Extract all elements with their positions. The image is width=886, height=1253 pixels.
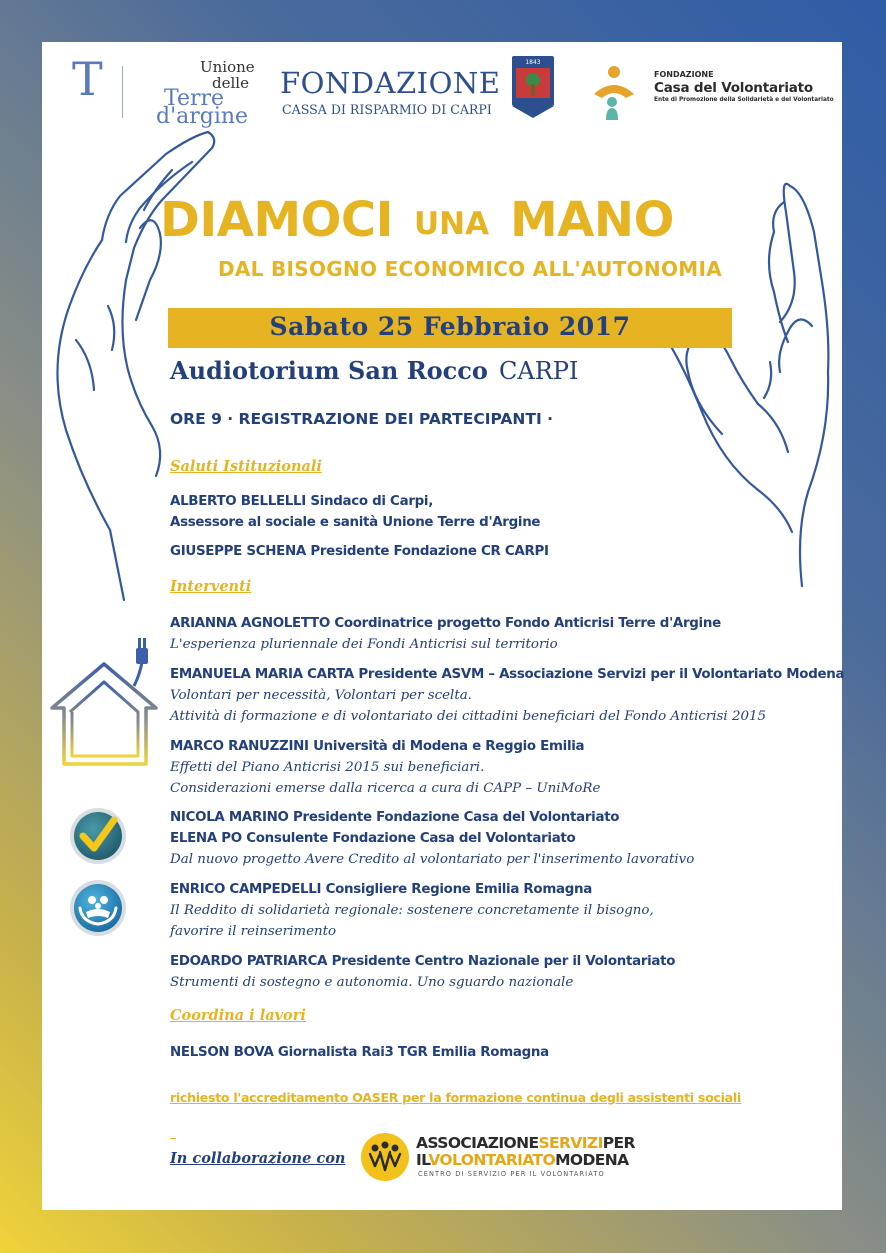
event-title: [160, 192, 780, 252]
asvm-word: SERVIZI: [538, 1134, 603, 1152]
crest-year: 1843: [525, 59, 541, 66]
title-word-una: UNA: [414, 206, 490, 242]
asvm-logo: [360, 1132, 660, 1186]
casa-tagline: Ente di Promozione della Solidarietà e del Volontariato: [654, 97, 834, 103]
casa-people-icon: [590, 64, 638, 120]
talk-title: Il Reddito di solidarietà regionale: sostenere concretamente il bisogno,: [170, 903, 654, 918]
event-venue: [170, 356, 578, 385]
collaboration-label: In collaborazione con: [170, 1150, 346, 1167]
speaker-name: ENRICO CAMPEDELLI: [170, 882, 322, 897]
asvm-line1: [416, 1134, 635, 1152]
speaker-role: Giornalista Rai3 TGR Emilia Romagna: [277, 1045, 549, 1060]
terre-argine-line4: d'argine: [156, 104, 249, 129]
speaker-name: GIUSEPPE SCHENA: [170, 544, 306, 559]
speaker-role: Consulente Fondazione Casa del Volontariato: [246, 831, 576, 846]
speaker-agnoletto: [170, 616, 721, 631]
asvm-word: ASSOCIAZIONE: [416, 1134, 539, 1152]
terre-argine-line1: Unione: [200, 58, 255, 76]
bottom-curve: [42, 1186, 842, 1216]
speaker-name: ALBERTO BELLELLI: [170, 494, 306, 509]
house-plug-icon: [48, 622, 164, 768]
fondazione-crest-icon: [510, 54, 556, 120]
speaker-role: Presidente ASVM – Associazione Servizi per il Volontariato Modena: [358, 667, 845, 682]
talk-title: Dal nuovo progetto Avere Credito al volontariato per l'inserimento lavorativo: [170, 852, 695, 867]
speaker-name: ELENA PO: [170, 831, 242, 846]
speaker-name: MARCO RANUZZINI: [170, 739, 309, 754]
asvm-word: IL: [416, 1151, 429, 1169]
date-banner: [168, 308, 732, 348]
speaker-role: Sindaco di Carpi,: [310, 494, 433, 509]
speaker-schena: [170, 544, 549, 559]
speaker-name: NELSON BOVA: [170, 1045, 274, 1060]
section-interventi: Interventi: [170, 578, 252, 595]
speaker-bellelli: [170, 494, 433, 509]
venue-city: CARPI: [499, 357, 579, 385]
speaker-role: Università di Modena e Reggio Emilia: [313, 739, 585, 754]
asvm-word: MODENA: [555, 1151, 629, 1169]
terre-argine-line2: delle: [212, 74, 249, 92]
speaker-campedelli: [170, 882, 592, 897]
speaker-name: EDOARDO PATRIARCA: [170, 954, 328, 969]
fondazione-subtitle: CASSA DI RISPARMIO DI CARPI: [282, 102, 492, 117]
checkmark-badge-icon: [68, 806, 128, 866]
accreditation-note: richiesto l'accreditamento OASER per la formazione continua degli assistenti sociali: [170, 1090, 741, 1105]
section-coordina: Coordina i lavori: [170, 1007, 306, 1024]
flyer-sheet: [42, 42, 845, 1210]
talk-title: L'esperienza pluriennale dei Fondi Anticrisi sul territorio: [170, 637, 558, 652]
speaker-role: Presidente Centro Nazionale per il Volontariato: [331, 954, 676, 969]
collab-underline: [170, 1138, 176, 1139]
terre-argine-logo: [72, 52, 255, 129]
terre-argine-divider: [122, 66, 123, 118]
asvm-word: PER: [602, 1134, 635, 1152]
venue-name: Audiotorium San Rocco: [170, 356, 488, 385]
talk-title: Strumenti di sostegno e autonomia. Uno sguardo nazionale: [170, 975, 574, 990]
title-word-mano: MANO: [510, 192, 674, 248]
casa-small-label: FONDAZIONE: [654, 70, 714, 79]
speaker-role: Coordinatrice progetto Fondo Anticrisi Terre d'Argine: [334, 616, 721, 631]
event-date: Sabato 25 Febbraio 2017: [269, 312, 631, 341]
talk-title: Volontari per necessità, Volontari per scelta.: [170, 688, 472, 703]
speaker-role: Presidente Fondazione Casa del Volontariato: [293, 810, 620, 825]
asvm-word: VOLONTARIATO: [428, 1151, 556, 1169]
asvm-line3: CENTRO DI SERVIZIO PER IL VOLONTARIATO: [418, 1170, 605, 1178]
asvm-emblem-icon: [360, 1132, 410, 1182]
speaker-role: Presidente Fondazione CR CARPI: [310, 544, 549, 559]
speaker-name: ARIANNA AGNOLETTO: [170, 616, 330, 631]
registration-time: ORE 9 · REGISTRAZIONE DEI PARTECIPANTI ·: [170, 410, 554, 428]
talk-title: Attività di formazione e di volontariato dei cittadini beneficiari del Fondo Anticrisi 2015: [170, 709, 767, 724]
speaker-name: NICOLA MARINO: [170, 810, 289, 825]
asvm-line2: [416, 1151, 629, 1169]
speaker-name: EMANUELA MARIA CARTA: [170, 667, 354, 682]
fondazione-title: FONDAZIONE: [280, 66, 501, 100]
speaker-patriarca: [170, 954, 675, 969]
speaker-bellelli-role2: Assessore al sociale e sanità Unione Terre d'Argine: [170, 515, 541, 530]
terre-argine-mark: T: [72, 52, 103, 106]
talk-title: favorire il reinserimento: [170, 924, 337, 939]
section-saluti: Saluti Istituzionali: [170, 458, 322, 475]
speaker-bova: [170, 1045, 549, 1060]
family-care-badge-icon: [68, 878, 128, 938]
talk-title: Effetti del Piano Anticrisi 2015 sui beneficiari.: [170, 760, 485, 775]
event-subtitle: DAL BISOGNO ECONOMICO ALL'AUTONOMIA: [218, 257, 722, 281]
talk-title: Considerazioni emerse dalla ricerca a cura di CAPP – UniMoRe: [170, 781, 601, 796]
speaker-marino: [170, 810, 619, 825]
terre-argine-line3: Terre: [164, 86, 225, 111]
title-word-diamoci: DIAMOCI: [160, 192, 394, 248]
speaker-carta: [170, 667, 844, 682]
casa-volontariato-logo: [590, 64, 834, 124]
casa-name: Casa del Volontariato: [654, 80, 813, 96]
speaker-role: Consigliere Regione Emilia Romagna: [325, 882, 592, 897]
speaker-po: [170, 831, 575, 846]
speaker-ranuzzini: [170, 739, 584, 754]
fondazione-crc-logo: [280, 59, 580, 132]
